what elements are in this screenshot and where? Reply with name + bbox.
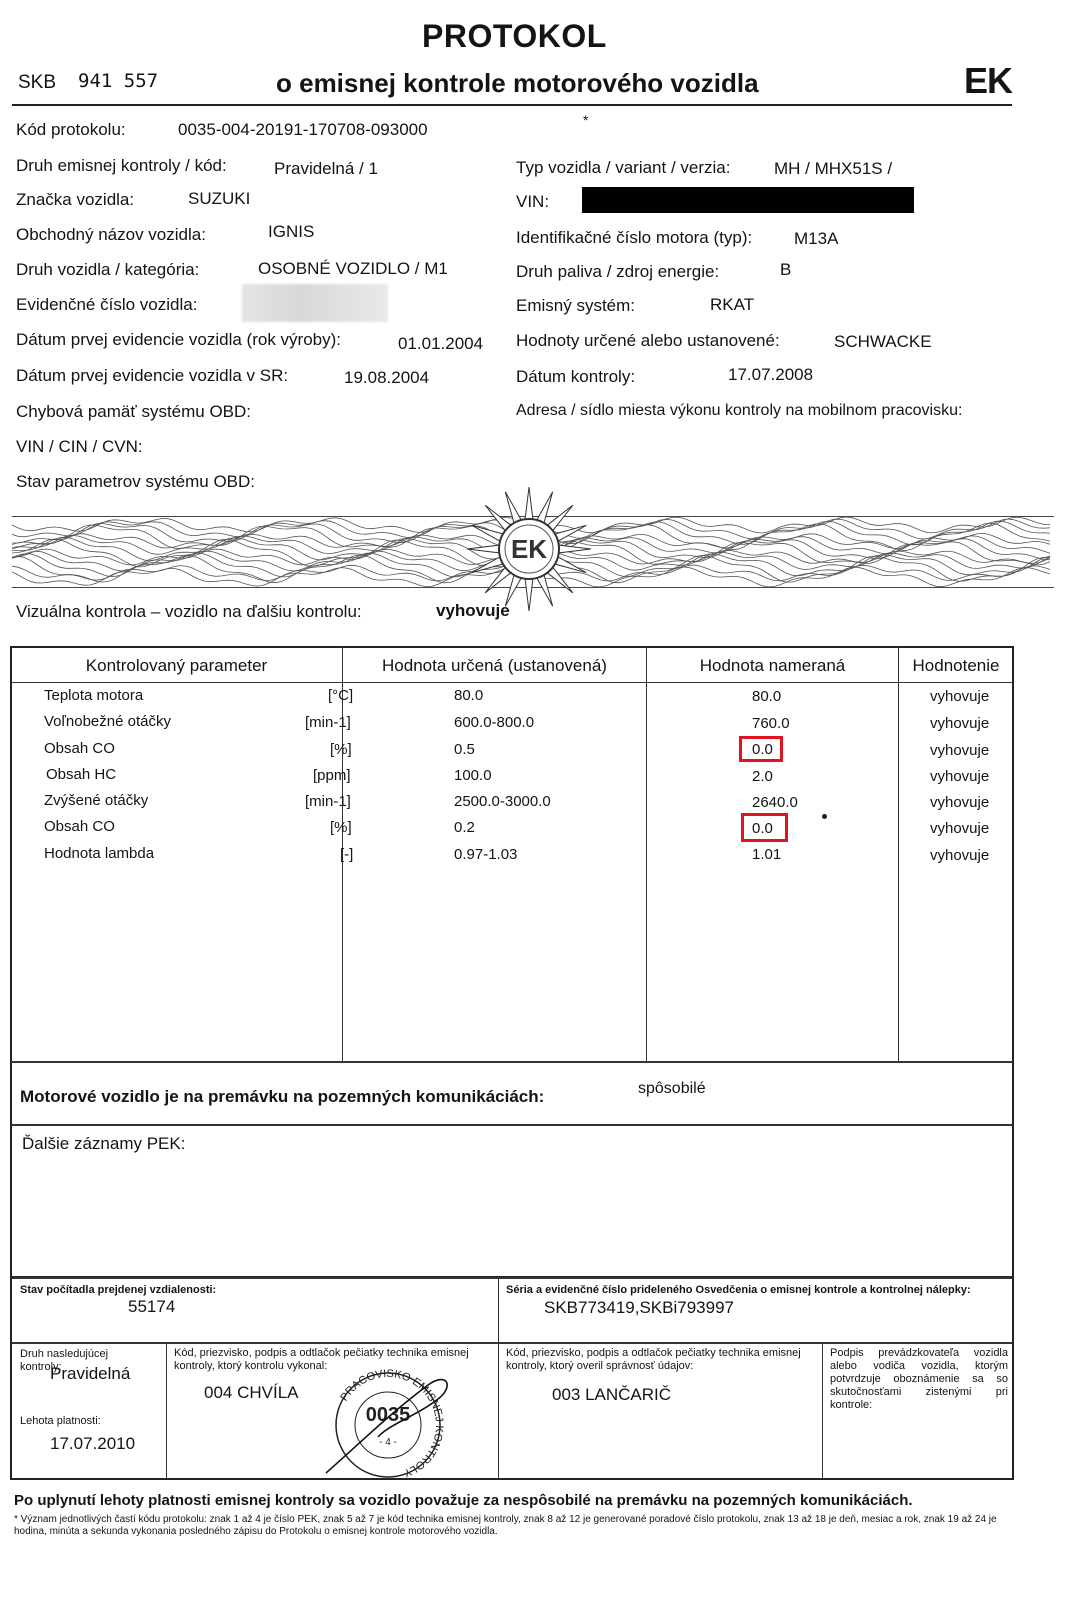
table-row-param: Teplota motora (44, 687, 144, 704)
table-row-result: vyhovuje (930, 768, 990, 785)
table-row-result: vyhovuje (930, 742, 990, 759)
col-header-result: Hodnotenie (912, 656, 1000, 675)
certificate-label: Séria a evidenčné číslo prideleného Osvedčenia o emisnej kontrole a kontrolnej nálepky: (506, 1284, 971, 1296)
table-row-unit: [min-1] (305, 714, 351, 731)
highlight-co-measured-1 (739, 736, 783, 762)
table-row-result: vyhovuje (930, 688, 990, 705)
first-registration-value: 01.01.2004 (398, 334, 484, 353)
col-header-measured: Hodnota nameraná (699, 656, 846, 675)
trade-name-label: Obchodný názov vozidla: (16, 225, 206, 244)
table-row-spec: 600.0-800.0 (454, 714, 535, 731)
protocol-code-value: 0035-004-20191-170708-093000 (178, 120, 428, 139)
seal-ray (555, 525, 586, 541)
stamp-sub: - 4 - (379, 1437, 397, 1448)
visual-check-label: Vizuálna kontrola – vozidlo na ďalšiu kontrolu: (16, 602, 362, 621)
table-row-param: Obsah HC (46, 766, 117, 783)
seal-ray (547, 505, 573, 531)
document-subtitle: o emisnej kontrole motorového vozidla (276, 68, 759, 98)
table-row-param: Obsah CO (44, 818, 115, 835)
technician-value: 004 CHVÍLA (204, 1383, 299, 1402)
serial-number: 941 557 (78, 70, 159, 92)
seal-ray (555, 557, 586, 573)
stamp-code: 0035 (365, 1404, 411, 1426)
table-row-measured: 0.0 (752, 741, 773, 758)
values-source-label: Hodnoty určené alebo ustanovené: (516, 331, 780, 350)
seal-ray (537, 492, 553, 523)
table-row-measured: 2640.0 (752, 794, 798, 811)
table-row-unit: [min-1] (305, 793, 351, 810)
table-row-param: Hodnota lambda (44, 845, 155, 862)
col-header-specified: Hodnota určená (ustanovená) (382, 656, 607, 675)
table-row-spec: 2500.0-3000.0 (454, 793, 551, 810)
table-row-unit: [ppm] (313, 767, 351, 784)
table-row-param: Zvýšené otáčky (44, 792, 149, 809)
vin-cin-cvn-label: VIN / CIN / CVN: (16, 437, 143, 456)
seal-ray (505, 492, 521, 523)
visual-check-value: vyhovuje (436, 601, 510, 620)
table-row-spec: 0.5 (454, 741, 475, 758)
seal-ray (525, 487, 533, 519)
table-row-measured: 2.0 (752, 768, 773, 785)
header-rule (12, 104, 1012, 106)
vehicle-make-label: Značka vozidla: (16, 190, 135, 209)
table-row-result: vyhovuje (930, 715, 990, 732)
odometer-value: 55174 (128, 1297, 176, 1316)
emission-system-value: RKAT (710, 295, 755, 314)
first-registration-sr-value: 19.08.2004 (344, 368, 430, 387)
document-title: PROTOKOL (422, 18, 607, 54)
verifier-value: 003 LANČARIČ (552, 1385, 672, 1404)
seal-ray (537, 575, 553, 606)
vehicle-type-label: Typ vozidla / variant / verzia: (516, 158, 731, 177)
validity-value: 17.07.2010 (50, 1434, 136, 1453)
first-registration-label: Dátum prvej evidencie vozidla (rok výroby): (16, 330, 342, 349)
stamp-ring-text: PRACOVISKO EMISNEJ KONTROLY (338, 1367, 446, 1480)
next-check-value: Pravidelná (50, 1364, 131, 1383)
registration-number-redaction (242, 284, 388, 322)
roadworthy-label: Motorové vozidlo je na premávku na pozemných komunikáciách: (20, 1087, 545, 1106)
measurement-table (10, 646, 1014, 1278)
obd-status-label: Stav parametrov systému OBD: (16, 472, 256, 491)
serial-prefix: SKB (18, 72, 57, 93)
vin-label: VIN: (516, 192, 550, 211)
inspection-stamp (318, 1355, 458, 1480)
seal-ray (525, 579, 533, 611)
inspection-date-label: Dátum kontroly: (516, 367, 636, 386)
table-row-measured: 1.01 (752, 846, 782, 863)
vehicle-category-label: Druh vozidla / kategória: (16, 260, 200, 279)
asterisk-mark: * (583, 112, 589, 128)
validity-label: Lehota platnosti: (20, 1415, 101, 1427)
table-row-unit: [%] (330, 741, 352, 758)
seal-ray (547, 567, 573, 593)
vehicle-category-value: OSOBNÉ VOZIDLO / M1 (258, 259, 448, 278)
roadworthy-value: spôsobilé (638, 1080, 706, 1097)
verifier-label: Kód, priezvisko, podpis a odtlačok pečiatky technika emisnej kontroly, ktorý overil správnosť údajov: (506, 1347, 801, 1372)
table-row-spec: 100.0 (454, 767, 492, 784)
engine-id-label: Identifikačné číslo motora (typ): (516, 228, 753, 247)
table-row-param: Voľnobežné otáčky (44, 713, 171, 730)
registration-number-label: Evidenčné číslo vozidla: (16, 295, 198, 314)
seal-ray (485, 567, 511, 593)
table-row-unit: [°C] (328, 687, 354, 704)
obd-memory-label: Chybová pamäť systému OBD: (16, 402, 252, 421)
certificate-value: SKB773419,SKBi793997 (544, 1298, 734, 1317)
ek-logo: EK (964, 60, 1013, 101)
seal-ray (559, 545, 591, 553)
odometer-label: Stav počítadla prejdenej vzdialenosti: (20, 1284, 217, 1296)
vehicle-type-value: MH / MHX51S / (774, 159, 893, 178)
seal-ray (472, 557, 503, 573)
values-source-value: SCHWACKE (834, 332, 932, 351)
notes-label: Ďalšie záznamy PEK: (22, 1134, 186, 1153)
protocol-code-label: Kód protokolu: (16, 120, 126, 139)
seal-ray (472, 525, 503, 541)
first-registration-sr-label: Dátum prvej evidencie vozidla v SR: (16, 366, 289, 385)
fuel-type-label: Druh paliva / zdroj energie: (516, 262, 720, 281)
engine-id-value: M13A (794, 229, 839, 248)
seal-ray (485, 505, 511, 531)
table-row-unit: [-] (340, 846, 354, 863)
col-header-parameter: Kontrolovaný parameter (85, 656, 268, 675)
inspection-type-value: Pravidelná / 1 (274, 159, 378, 178)
highlight-co-measured-2 (741, 813, 788, 842)
table-row-spec: 0.97-1.03 (454, 846, 518, 863)
protocol-code-note: * Význam jednotlivých častí kódu protokolu: znak 1 až 4 je číslo PEK, znak 5 až 7 je kód technika emisnej kontroly, znak 8 až 12 je generované poradové číslo protokolu, znak 13 až 18 je deň, mesiac a rok, znak 19 až 24 je hodina, minúta a sekunda vykonania posledného zápisu do Protokolu o emisnej kontrole motorového vozidla. (14, 1514, 997, 1537)
inspection-type-label: Druh emisnej kontroly / kód: (16, 156, 227, 175)
table-row-result: vyhovuje (930, 820, 990, 837)
fuel-type-value: B (780, 260, 792, 279)
table-row-param: Obsah CO (44, 740, 115, 757)
vehicle-make-value: SUZUKI (188, 189, 251, 208)
ek-seal (464, 484, 594, 614)
emission-system-label: Emisný systém: (516, 296, 636, 315)
table-row-spec: 0.2 (454, 819, 475, 836)
table-row-spec: 80.0 (454, 687, 484, 704)
table-row-measured: 0.0 (752, 820, 773, 837)
seal-ray (467, 545, 499, 553)
table-row-measured: 80.0 (752, 688, 782, 705)
trade-name-value: IGNIS (268, 222, 315, 241)
operator-signature-label: Podpis prevádzkovateľa vozidla alebo vodiča vozidla, ktorým potvrdzuje oboznámenie sa so skutočnosťami zistenými pri kontrole: (830, 1347, 1008, 1411)
table-row-unit: [%] (330, 819, 352, 836)
vin-redaction (582, 187, 914, 213)
technician-label: Kód, priezvisko, podpis a odtlačok pečiatky technika emisnej kontroly, ktorý kontrolu vykonal: (174, 1347, 469, 1372)
seal-label: EK (510, 534, 548, 564)
table-row-measured: 760.0 (752, 715, 790, 732)
table-row-result: vyhovuje (930, 794, 990, 811)
validity-warning: Po uplynutí lehoty platnosti emisnej kontroly sa vozidlo považuje za nespôsobilé na premávku na pozemných komunikáciách. (14, 1492, 913, 1509)
next-check-label: Druh nasledujúcej kontroly: (20, 1348, 109, 1373)
mobile-site-address-label: Adresa / sídlo miesta výkonu kontroly na mobilnom pracovisku: (516, 402, 963, 419)
ink-dot (822, 814, 827, 819)
inspection-date-value: 17.07.2008 (728, 365, 814, 384)
table-row-result: vyhovuje (930, 847, 990, 864)
